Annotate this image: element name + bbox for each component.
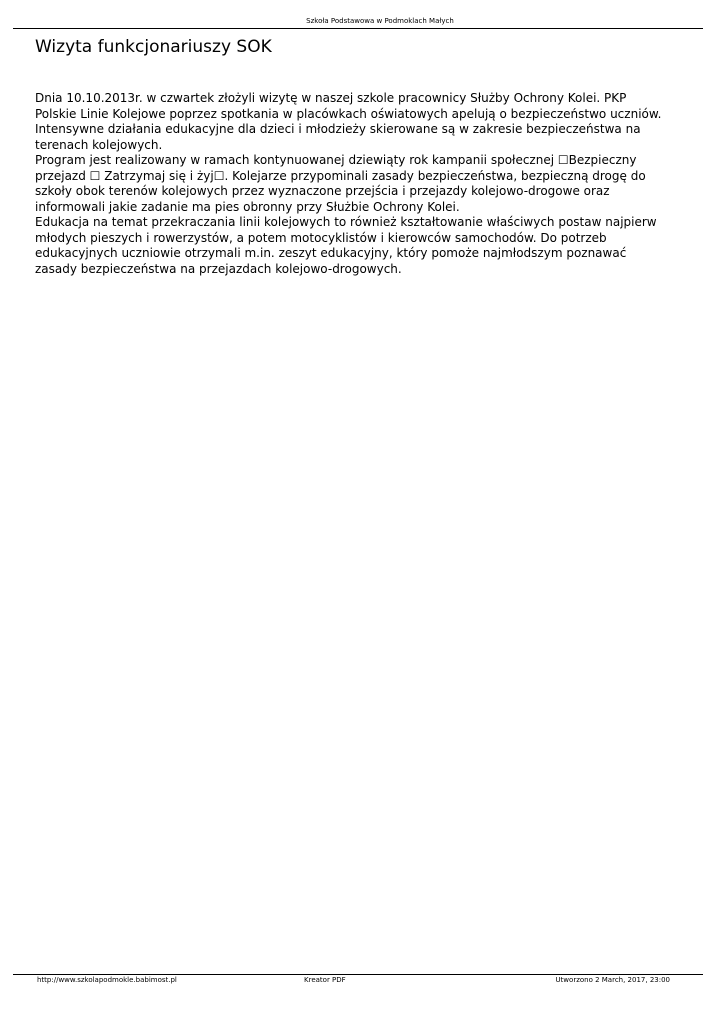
- footer-url: http://www.szkolapodmokle.babimost.pl: [37, 976, 177, 984]
- body-line: terenach kolejowych.: [35, 137, 163, 152]
- body-line: przejazd ☐ Zatrzymaj się i żyj☐. Kolejarze przypominali zasady bezpieczeństwa, bezpieczną drogę do: [35, 168, 646, 183]
- page-header-site-name: Szkoła Podstawowa w Podmoklach Małych: [306, 17, 454, 25]
- body-line: informowali jakie zadanie ma pies obronny przy Służbie Ochrony Kolei.: [35, 199, 460, 214]
- body-line: edukacyjnych uczniowie otrzymali m.in. zeszyt edukacyjny, który pomoże najmłodszym poznawać: [35, 246, 627, 260]
- body-line: szkoły obok terenów kolejowych przez wyznaczone przejścia i przejazdy kolejowo-drogowe oraz: [35, 184, 610, 198]
- body-line: Dnia 10.10.2013r. w czwartek złożyli wizytę w naszej szkole pracownicy Służby Ochrony Kolei. PKP: [35, 91, 627, 105]
- article-body: [35, 91, 705, 277]
- footer-created-date: Utworzono 2 March, 2017, 23:00: [555, 976, 670, 984]
- footer-divider: [13, 974, 703, 975]
- body-line: młodych pieszych i rowerzystów, a potem motocyklistów i kierowców samochodów. Do potrzeb: [35, 230, 607, 245]
- header-divider: [13, 28, 703, 29]
- body-line: Edukacja na temat przekraczania linii kolejowych to również kształtowanie właściwych postaw najpierw: [35, 215, 657, 229]
- article-title: Wizyta funkcjonariuszy SOK: [35, 37, 272, 57]
- body-line: Intensywne działania edukacyjne dla dzieci i młodzieży skierowane są w zakresie bezpieczeństwa na: [35, 122, 641, 136]
- body-line: Program jest realizowany w ramach kontynuowanej dziewiąty rok kampanii społecznej ☐Bezpieczny: [35, 153, 637, 167]
- footer-generator: Kreator PDF: [304, 976, 346, 984]
- body-line: Polskie Linie Kolejowe poprzez spotkania w placówkach oświatowych apelują o bezpieczeństwo uczniów.: [35, 106, 662, 121]
- body-line: zasady bezpieczeństwa na przejazdach kolejowo-drogowych.: [35, 261, 402, 276]
